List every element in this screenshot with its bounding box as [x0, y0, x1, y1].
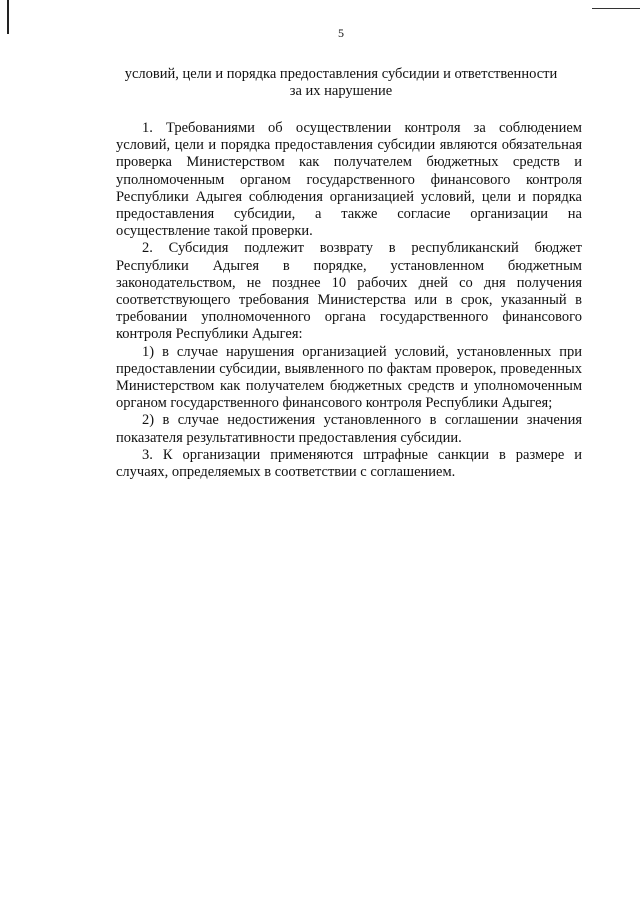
document-body [116, 120, 582, 481]
paragraph-subsidy-refund: 2. Субсидия подлежит возврату в республиканский бюджет Республики Адыгея в порядке, установленном бюджетным законодательством, не позднее 10 рабочих дней со дня получения соответствующего требования Министерства или в срок, указанный в требовании уполномоченного органа государственного финансового контроля Республики Адыгея: [116, 240, 582, 343]
page-number: 5 [338, 26, 344, 40]
paragraph-control-requirements: 1. Требованиями об осуществлении контроля за соблюдением условий, цели и порядка предоставления субсидии являются обязательная проверка Министерством как получателем бюджетных средств и уполномоченным органом государственного финансового контроля Республики Адыгея соблюдения организацией условий, цели и порядка предоставления субсидии, а также согласие организации на осуществление такой проверки. [116, 120, 582, 240]
paragraph-refund-case-indicator: 2) в случае недостижения установленного в соглашении значения показателя результативности предоставления субсидии. [116, 412, 582, 446]
scan-edge-mark-right [592, 8, 640, 9]
section-title-line-2: за их нарушение [289, 83, 393, 99]
paragraph-penalties: 3. К организации применяются штрафные санкции в размере и случаях, определяемых в соответствии с соглашением. [116, 446, 582, 481]
section-title [0, 66, 640, 100]
section-title-line-1: условий, цели и порядка предоставления субсидии и ответственности [124, 66, 558, 82]
paragraph-refund-case-violation: 1) в случае нарушения организацией условий, установленных при предоставлении субсидии, выявленного по фактам проверок, проведенных Министерством как получателем бюджетных средств и уполномоченным органом государственного финансового контроля Республики Адыгея; [116, 343, 582, 412]
